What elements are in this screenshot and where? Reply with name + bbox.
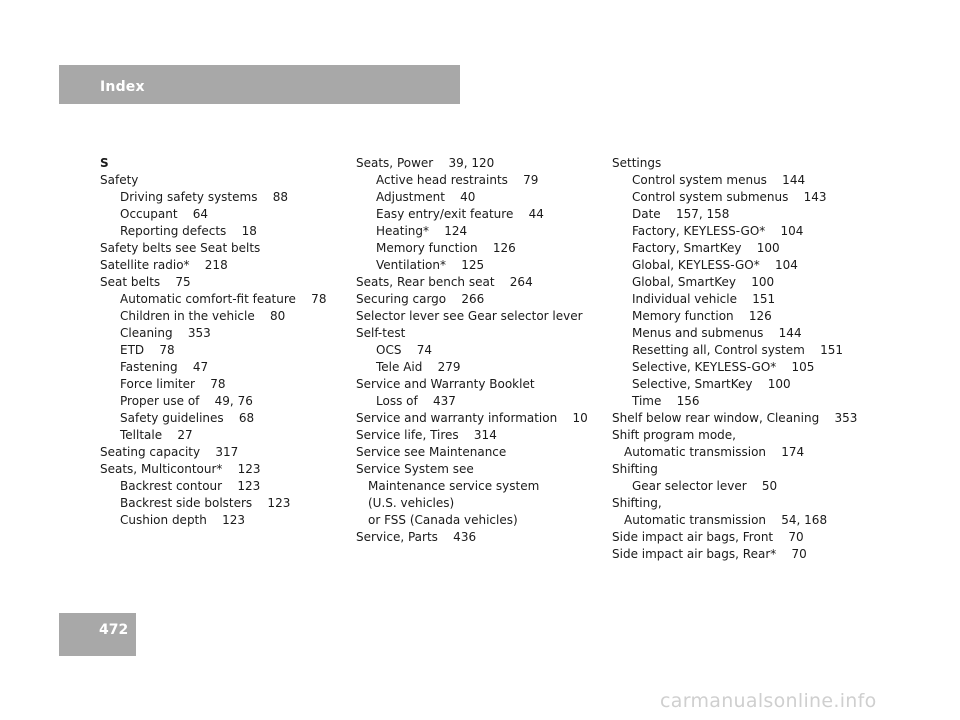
watermark: carmanualsonline.info bbox=[660, 690, 877, 712]
index-entry: Cleaning 353 bbox=[120, 326, 211, 340]
index-entry: Side impact air bags, Rear* 70 bbox=[612, 547, 807, 561]
index-entry: Time 156 bbox=[632, 394, 700, 408]
index-entry: Control system menus 144 bbox=[632, 173, 806, 187]
index-entry: Seats, Power 39, 120 bbox=[356, 156, 495, 170]
index-entry: or FSS (Canada vehicles) bbox=[368, 513, 518, 527]
index-entry: Reporting defects 18 bbox=[120, 224, 257, 238]
index-column-3 bbox=[612, 155, 862, 563]
index-entry: Safety belts see Seat belts bbox=[100, 241, 261, 255]
index-entry: Side impact air bags, Front 70 bbox=[612, 530, 804, 544]
index-entry: Memory function 126 bbox=[632, 309, 772, 323]
index-entry: Telltale 27 bbox=[120, 428, 193, 442]
index-header-bar bbox=[59, 65, 460, 104]
index-entry: Memory function 126 bbox=[376, 241, 516, 255]
index-entry: Global, SmartKey 100 bbox=[632, 275, 775, 289]
index-entry: Heating* 124 bbox=[376, 224, 468, 238]
index-entry: Date 157, 158 bbox=[632, 207, 730, 221]
index-entry: Backrest contour 123 bbox=[120, 479, 261, 493]
index-entry: Tele Aid 279 bbox=[376, 360, 461, 374]
index-entry: Shelf below rear window, Cleaning 353 bbox=[612, 411, 858, 425]
index-column-1 bbox=[100, 155, 340, 529]
index-entry: Service and warranty information 10 bbox=[356, 411, 588, 425]
index-entry: (U.S. vehicles) bbox=[368, 496, 455, 510]
index-entry: Selective, KEYLESS-GO* 105 bbox=[632, 360, 815, 374]
index-entry: Shifting, bbox=[612, 496, 662, 510]
index-entry: Securing cargo 266 bbox=[356, 292, 485, 306]
index-entry: Force limiter 78 bbox=[120, 377, 226, 391]
index-entry: Automatic transmission 174 bbox=[624, 445, 805, 459]
index-entry: Maintenance service system bbox=[368, 479, 540, 493]
index-entry: Active head restraints 79 bbox=[376, 173, 539, 187]
index-entry: Shifting bbox=[612, 462, 658, 476]
index-letter-heading: S bbox=[100, 156, 109, 170]
index-entry: Seats, Multicontour* 123 bbox=[100, 462, 261, 476]
index-entry: Easy entry/exit feature 44 bbox=[376, 207, 544, 221]
index-entry: Menus and submenus 144 bbox=[632, 326, 802, 340]
index-entry: Ventilation* 125 bbox=[376, 258, 485, 272]
index-entry: OCS 74 bbox=[376, 343, 432, 357]
index-entry: Seats, Rear bench seat 264 bbox=[356, 275, 533, 289]
index-entry: ETD 78 bbox=[120, 343, 175, 357]
page-number-box bbox=[59, 613, 136, 656]
index-entry: Service see Maintenance bbox=[356, 445, 507, 459]
index-entry: Children in the vehicle 80 bbox=[120, 309, 286, 323]
index-column-2 bbox=[356, 155, 596, 546]
index-entry: Gear selector lever 50 bbox=[632, 479, 778, 493]
index-entry: Shift program mode, bbox=[612, 428, 736, 442]
index-entry: Global, KEYLESS-GO* 104 bbox=[632, 258, 798, 272]
index-entry: Driving safety systems 88 bbox=[120, 190, 288, 204]
index-entry: Service life, Tires 314 bbox=[356, 428, 497, 442]
index-entry: Loss of 437 bbox=[376, 394, 456, 408]
index-entry: Selective, SmartKey 100 bbox=[632, 377, 791, 391]
index-entry: Settings bbox=[612, 156, 662, 170]
index-entry: Fastening 47 bbox=[120, 360, 209, 374]
index-entry: Adjustment 40 bbox=[376, 190, 476, 204]
index-entry: Automatic transmission 54, 168 bbox=[624, 513, 828, 527]
index-entry: Cushion depth 123 bbox=[120, 513, 246, 527]
index-entry: Service and Warranty Booklet bbox=[356, 377, 535, 391]
index-entry: Individual vehicle 151 bbox=[632, 292, 776, 306]
index-entry: Safety bbox=[100, 173, 139, 187]
index-entry: Seat belts 75 bbox=[100, 275, 191, 289]
index-entry: Proper use of 49, 76 bbox=[120, 394, 253, 408]
index-entry: Seating capacity 317 bbox=[100, 445, 239, 459]
index-entry: Self-test bbox=[356, 326, 406, 340]
index-entry: Control system submenus 143 bbox=[632, 190, 827, 204]
index-entry: Factory, SmartKey 100 bbox=[632, 241, 780, 255]
index-entry: Service, Parts 436 bbox=[356, 530, 477, 544]
index-entry: Backrest side bolsters 123 bbox=[120, 496, 291, 510]
index-entry: Safety guidelines 68 bbox=[120, 411, 255, 425]
index-entry: Occupant 64 bbox=[120, 207, 209, 221]
page-title: Index bbox=[100, 79, 145, 95]
index-entry: Service System see bbox=[356, 462, 474, 476]
index-entry: Satellite radio* 218 bbox=[100, 258, 228, 272]
index-entry: Automatic comfort-fit feature 78 bbox=[120, 292, 327, 306]
index-entry: Resetting all, Control system 151 bbox=[632, 343, 843, 357]
index-entry: Factory, KEYLESS-GO* 104 bbox=[632, 224, 804, 238]
page-number: 472 bbox=[99, 622, 129, 638]
index-entry: Selector lever see Gear selector lever bbox=[356, 309, 583, 323]
